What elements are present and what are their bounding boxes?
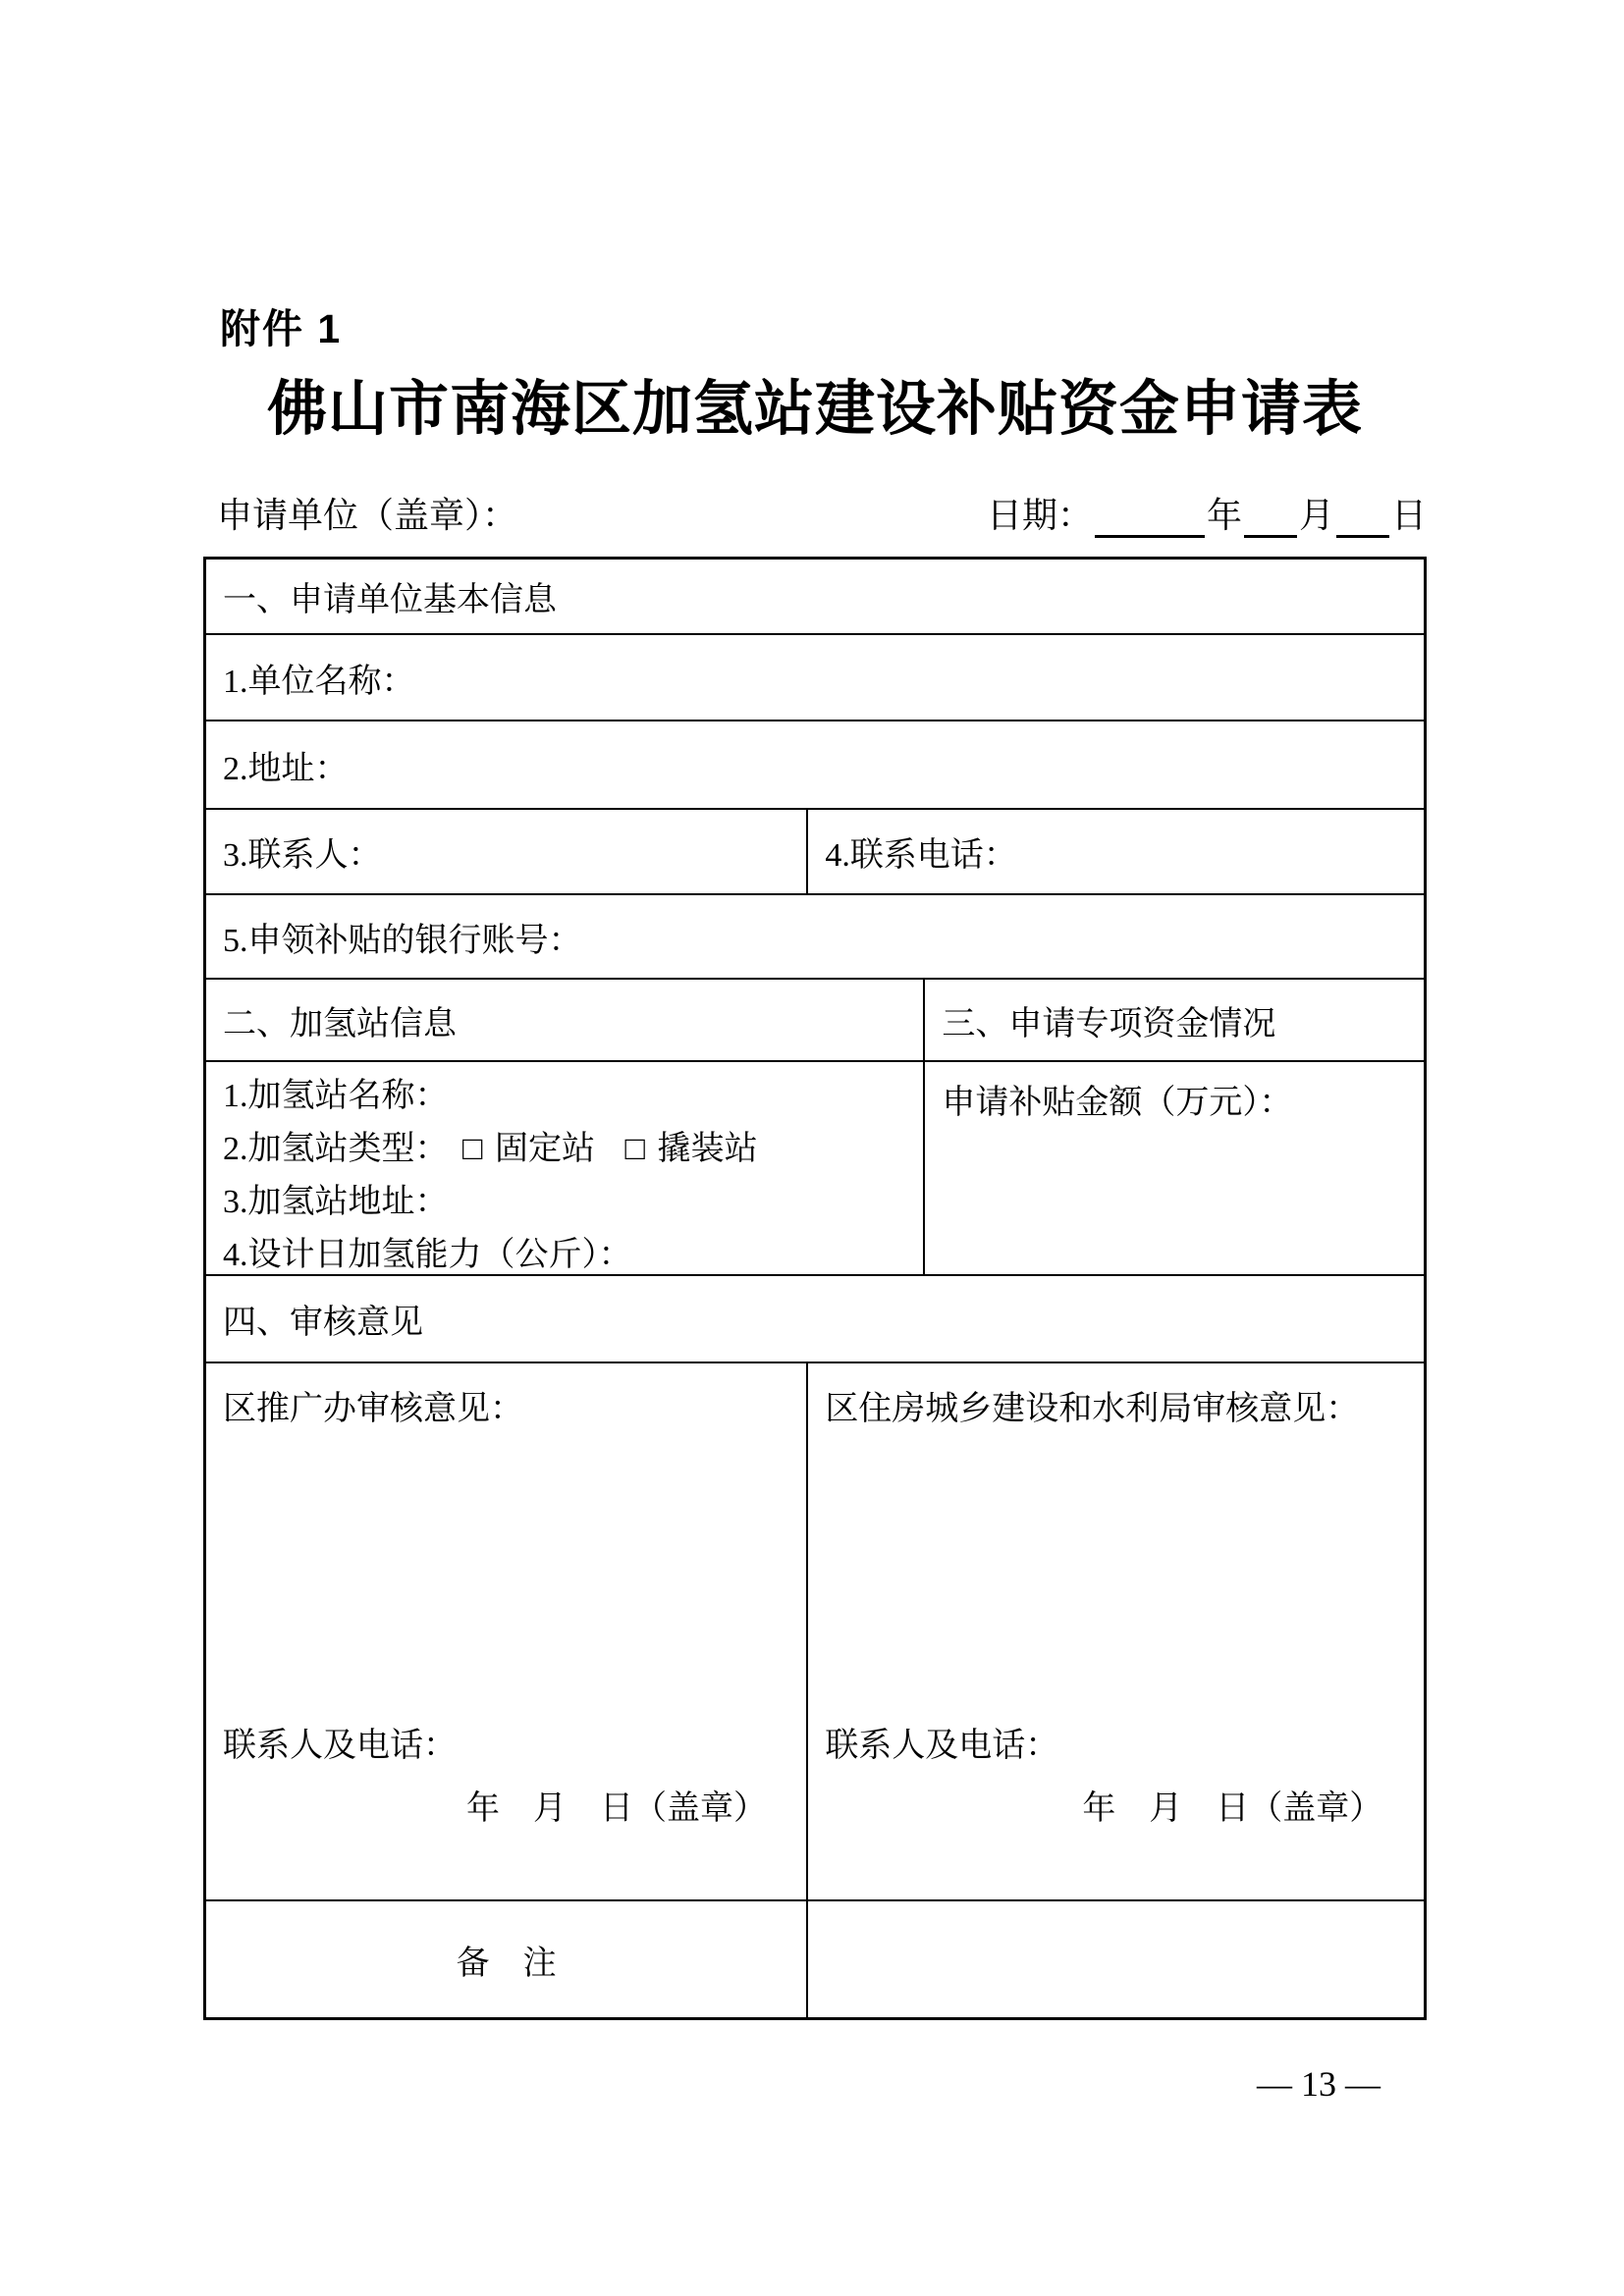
date-month-label: 月 bbox=[1298, 496, 1334, 535]
unit-name-row bbox=[206, 633, 1424, 720]
section-1-title: 一、申请单位基本信息 bbox=[223, 582, 557, 618]
skid-station-option-label: 撬装站 bbox=[657, 1131, 758, 1167]
review-left-contact-label: 联系人及电话： bbox=[223, 1728, 457, 1764]
contact-phone-label: 4.联系电话： bbox=[806, 810, 1424, 893]
remark-value-cell bbox=[806, 1901, 1424, 2017]
review-right-cell bbox=[806, 1363, 1424, 1899]
section-1-header-row bbox=[206, 560, 1424, 633]
daily-capacity-label: 4.设计日加氢能力（公斤）： bbox=[223, 1237, 632, 1273]
review-left-stamp-line: 年 月 日（盖章） bbox=[466, 1790, 767, 1827]
attachment-label: 附件 1 bbox=[220, 306, 343, 351]
date-day-label: 日 bbox=[1390, 496, 1427, 535]
review-left-signature-block bbox=[223, 1718, 789, 1899]
date-month-blank[interactable] bbox=[1244, 499, 1297, 538]
section-3-title: 三、申请专项资金情况 bbox=[923, 980, 1424, 1060]
review-opinions-row bbox=[206, 1362, 1424, 1899]
station-details-cell bbox=[206, 1062, 923, 1274]
remark-row bbox=[206, 1899, 1424, 2017]
applicant-seal-label: 申请单位（盖章）： bbox=[217, 496, 518, 535]
application-form-table bbox=[203, 557, 1427, 2020]
review-right-contact-label: 联系人及电话： bbox=[825, 1728, 1059, 1764]
date-year-blank[interactable] bbox=[1095, 499, 1205, 538]
fixed-station-option-label: 固定站 bbox=[495, 1131, 596, 1167]
review-right-signature-block bbox=[825, 1718, 1407, 1899]
section-2-title: 二、加氢站信息 bbox=[223, 1005, 457, 1042]
contact-person-label: 3.联系人： bbox=[223, 837, 382, 874]
date-year-label: 年 bbox=[1206, 496, 1242, 535]
contact-row bbox=[206, 808, 1424, 893]
section-2-3-header-row bbox=[206, 978, 1424, 1060]
subsidy-amount-label: 申请补贴金额（万元）： bbox=[923, 1062, 1424, 1274]
remark-label: 备 注 bbox=[456, 1945, 557, 1982]
fixed-station-checkbox[interactable]: □ bbox=[462, 1131, 483, 1167]
skid-station-checkbox[interactable]: □ bbox=[624, 1131, 646, 1167]
date-label: 日期： bbox=[986, 496, 1093, 535]
section-4-header-row bbox=[206, 1274, 1424, 1362]
unit-name-label: 1.单位名称： bbox=[223, 663, 415, 700]
address-row bbox=[206, 720, 1424, 808]
bank-account-row bbox=[206, 893, 1424, 978]
station-details-row bbox=[206, 1060, 1424, 1274]
page-number: — 13 — bbox=[1257, 2064, 1380, 2104]
review-right-stamp-line: 年 月 日（盖章） bbox=[1082, 1790, 1383, 1827]
address-label: 2.地址： bbox=[223, 750, 349, 787]
date-line bbox=[987, 488, 1427, 538]
review-right-label: 区住房城乡建设和水利局审核意见： bbox=[825, 1391, 1360, 1427]
station-address-label: 3.加氢站地址： bbox=[223, 1184, 449, 1220]
bank-account-label: 5.申领补贴的银行账号： bbox=[223, 922, 582, 959]
form-title: 佛山市南海区加氢站建设补贴资金申请表 bbox=[266, 377, 1363, 443]
date-day-blank[interactable] bbox=[1336, 499, 1389, 538]
review-left-cell bbox=[206, 1363, 806, 1899]
station-type-line bbox=[223, 1123, 906, 1176]
station-name-label: 1.加氢站名称： bbox=[223, 1078, 449, 1114]
review-left-label: 区推广办审核意见： bbox=[223, 1391, 523, 1427]
form-header-line bbox=[217, 487, 1427, 538]
station-type-label: 2.加氢站类型： bbox=[223, 1131, 449, 1167]
section-4-title: 四、审核意见 bbox=[223, 1305, 423, 1341]
